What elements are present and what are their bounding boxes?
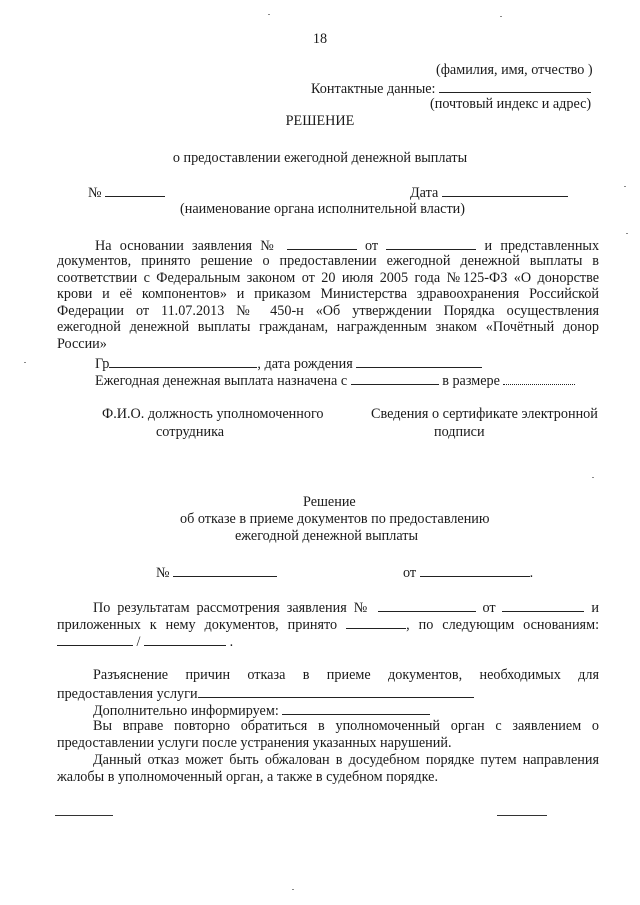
appeal-text: Данный отказ может быть обжалован в досудебном порядке путем направления: [93, 752, 599, 768]
scan-speck: [624, 186, 626, 187]
scan-speck: [24, 362, 26, 363]
payment-label: Ежегодная денежная выплата назначена с: [95, 373, 348, 389]
decision-subtitle: о предоставлении ежегодной денежной выплаты: [172, 150, 468, 166]
number-label: №: [88, 185, 102, 201]
decision-number: [88, 183, 165, 202]
contacts-blank[interactable]: [439, 79, 591, 93]
body-line-7: России»: [57, 336, 107, 352]
signature-line-1: Сведения о сертификате электронной: [371, 406, 598, 422]
body-line-3: соответствии с Федеральным законом от 20 июля 2005 года №125-ФЗ «О донорстве: [57, 270, 599, 286]
official-line-2: сотрудника: [156, 424, 225, 440]
review-line: [57, 598, 599, 617]
birth-label: , дата рождения: [257, 356, 353, 372]
additional-label: Дополнительно информируем:: [93, 703, 279, 719]
body-line-5: Федерации от 11.07.2013 № 450-н «Об утверждении Порядка осуществления: [57, 303, 599, 319]
reapply-line-2: предоставлении услуги после устранения указанных нарушений.: [57, 735, 452, 751]
refusal-date-blank[interactable]: [420, 563, 530, 577]
citizen-prefix: Гр: [95, 356, 110, 372]
reasons-line: / .: [57, 632, 233, 651]
reason-code-blank[interactable]: [57, 632, 133, 646]
refusal-number-blank[interactable]: [173, 563, 277, 577]
review-date-blank[interactable]: [502, 598, 584, 612]
body-line-6: ежегодной денежной выплаты гражданам, награжденным знаком «Почётный донор: [57, 319, 599, 335]
page-number: 18: [312, 31, 328, 47]
scan-speck: [268, 14, 270, 15]
refusal-number: [156, 563, 277, 582]
review-line-2-text: приложенных к нему документов, принято: [57, 617, 338, 633]
date-label: Дата: [410, 185, 439, 201]
signature-right-line[interactable]: [497, 815, 547, 816]
official-line-1: Ф.И.О. должность уполномоченного: [102, 406, 324, 422]
scan-speck: [292, 889, 294, 890]
explain-text: Разъяснение причин отказа в приеме документов, необходимых для: [93, 667, 599, 683]
decision-date: [410, 183, 568, 202]
signature-line-2: подписи: [434, 424, 485, 440]
refusal-subtitle-2: ежегодной денежной выплаты: [235, 528, 419, 544]
reasons-slash: /: [136, 634, 141, 650]
basis-line: [57, 236, 599, 255]
basis-p2: и представленных: [484, 238, 600, 254]
refusal-date: от .: [403, 565, 534, 581]
signature-left-line[interactable]: [55, 815, 113, 816]
review-number-blank[interactable]: [378, 598, 476, 612]
explain-line-1: [57, 667, 599, 684]
refusal-subtitle-1: об отказе в приеме документов по предоставлению: [180, 511, 490, 527]
reason-text-blank[interactable]: [144, 632, 226, 646]
decision-date-blank[interactable]: [442, 183, 568, 197]
appeal-line-1: [57, 752, 599, 769]
appeal-line-2: жалобы в уполномоченный орган, а также в судебном порядке.: [57, 769, 439, 785]
fio-label: (фамилия, имя, отчество ): [436, 62, 593, 78]
refusal-title: Решение: [303, 494, 356, 510]
body-line-4: крови и её компонентов» и приказом Министерства здравоохранения Российской: [57, 286, 599, 302]
review-reasons: , по следующим основаниям:: [406, 617, 600, 633]
review-p1: По результатам рассмотрения заявления №: [93, 600, 371, 616]
review-decision-blank[interactable]: [346, 615, 406, 629]
reapply-text: Вы вправе повторно обратиться в уполномоченный орган с заявлением о: [93, 718, 599, 734]
payment-line: [95, 371, 575, 390]
additional-blank[interactable]: [282, 701, 430, 715]
decision-title: РЕШЕНИЕ: [285, 113, 355, 129]
review-line-2: [57, 615, 599, 634]
decision-number-blank[interactable]: [105, 183, 165, 197]
birth-date-blank[interactable]: [356, 354, 482, 368]
review-from: от: [482, 600, 496, 616]
application-date-blank[interactable]: [386, 236, 476, 250]
basis-p1: На основании заявления №: [95, 238, 279, 254]
basis-from: от: [364, 238, 379, 254]
explain-line-2-text: предоставления услуги: [57, 686, 198, 702]
contacts-label: Контактные данные:: [311, 81, 436, 97]
reapply-line-1: [57, 718, 599, 735]
review-and: и: [591, 600, 599, 616]
refusal-from-label: от: [403, 565, 417, 581]
amount-blank[interactable]: [503, 371, 575, 385]
scan-speck: [592, 477, 594, 478]
citizen-name-blank[interactable]: [109, 354, 257, 368]
authority-label: (наименование органа исполнительной власти): [180, 201, 465, 217]
application-number-blank[interactable]: [287, 236, 357, 250]
scan-speck: [500, 16, 502, 17]
body-line-2: документов, принято решение о предоставлении ежегодной денежной выплаты в: [57, 253, 599, 269]
payment-start-blank[interactable]: [351, 371, 439, 385]
scan-speck: [626, 233, 628, 234]
address-label: (почтовый индекс и адрес): [430, 96, 592, 112]
amount-label: в размере: [442, 373, 500, 389]
explain-blank[interactable]: [198, 684, 474, 698]
refusal-number-label: №: [156, 565, 170, 581]
